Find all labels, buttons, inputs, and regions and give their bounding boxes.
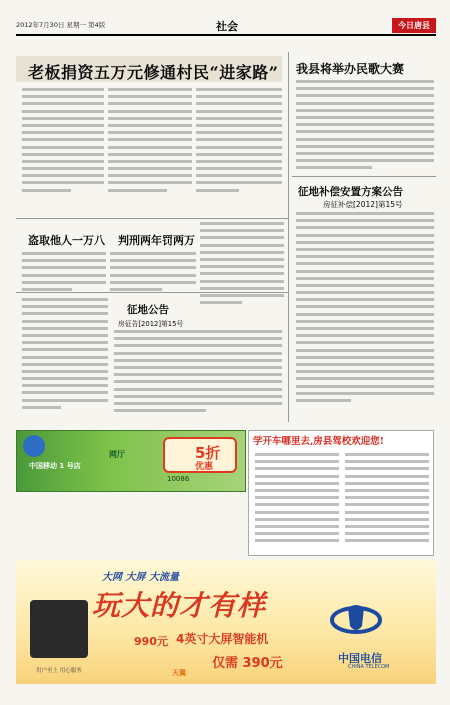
right-divider (292, 176, 436, 177)
sale-price: 仅需 390元 (212, 656, 283, 671)
lower-divider (16, 292, 288, 293)
main-headline: 老板捐资五万元修通村民“进家路” (28, 63, 279, 82)
main-article-text-col3 (196, 88, 282, 196)
page-header (16, 18, 436, 36)
right-mid-text (200, 222, 284, 308)
mid-mid-text (110, 252, 196, 295)
china-mobile-ad[interactable] (16, 430, 246, 492)
driving-school-banner: 学开车哪里去,房县驾校欢迎您! (253, 436, 384, 447)
main-article-text-col2 (108, 88, 192, 196)
mobile-ad-web-text: 网厅 (109, 450, 125, 459)
mid-divider (16, 218, 288, 219)
right-notice-title: 征地补偿安置方案公告 (298, 186, 403, 198)
left-mid-text (22, 252, 106, 295)
product-name: 4英寸大屏智能机 (176, 632, 269, 646)
china-telecom-english: CHINA TELECOM (348, 664, 390, 670)
telecom-big-headline: 玩大的才有样 (92, 589, 267, 622)
mobile-ad-brand-line: 中国移动 1 号店 (29, 462, 81, 470)
mid-notice-subtitle: 房征告[2012]第15号 (118, 320, 184, 328)
right-notice-subtitle: 房征补偿[2012]第15号 (323, 200, 403, 209)
discount-number: 5折 (195, 444, 221, 462)
china-mobile-logo-icon (23, 435, 45, 457)
china-telecom-ad[interactable] (16, 560, 436, 684)
main-article-text-col1 (22, 88, 104, 196)
mid-notice-text (114, 330, 282, 416)
paper-logo: 今日唐县 (392, 18, 436, 33)
driving-school-ad[interactable] (248, 430, 434, 556)
telecom-slogan: 大网 大屏 大流量 (102, 572, 179, 583)
china-telecom-logo-icon (328, 600, 384, 640)
telecom-footer-slogan: 用户至上 用心服务 (36, 668, 82, 674)
mobile-ad-tel: 10086 (167, 475, 190, 483)
right-headline: 我县将举办民歌大赛 (296, 62, 405, 76)
mid-mid-headline: 判刑两年罚两万 (118, 234, 195, 247)
driving-school-text-right (345, 453, 429, 546)
section-title: 社会 (216, 20, 238, 33)
original-price: 990元 (134, 635, 168, 648)
issue-date: 2012年7月30日 星期一 第4版 (16, 21, 106, 29)
right-article-text (296, 80, 434, 173)
left-mid-headline: 盗取他人一万八 (28, 234, 105, 247)
mid-notice-title: 征地公告 (127, 304, 169, 316)
column-divider (288, 52, 289, 422)
left-lower-text (22, 298, 108, 413)
right-notice-text (296, 212, 434, 406)
driving-school-text-left (255, 453, 339, 546)
tianyi-brand: 天翼 (172, 669, 186, 677)
discount-badge (163, 437, 237, 473)
phone-product-image (30, 600, 88, 658)
discount-word: 优惠 (195, 462, 214, 472)
china-telecom-name: 中国电信 (338, 652, 382, 665)
